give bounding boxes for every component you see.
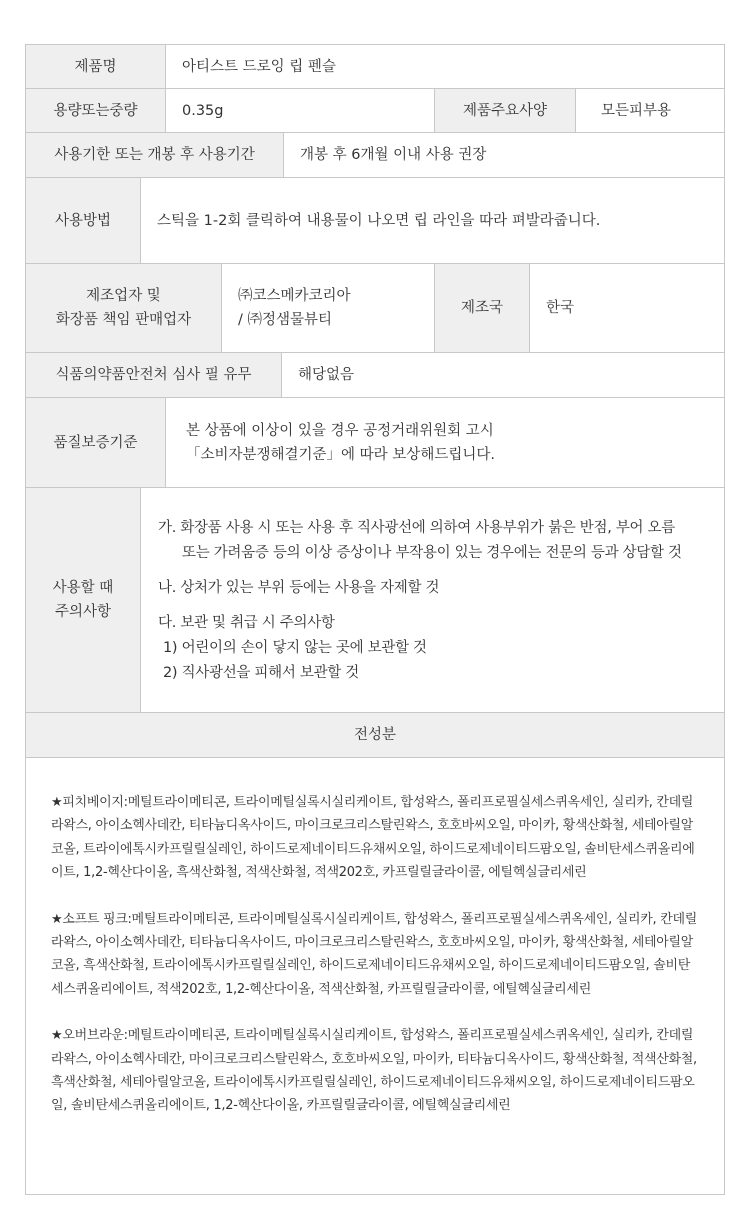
- ingredients-header: 전성분: [26, 713, 724, 757]
- row-usage: [26, 178, 724, 264]
- row-product-name: [26, 45, 724, 89]
- value-mfds: 해당없음: [298, 367, 355, 383]
- label-mfds: 식품의약품안전처 심사 필 유무: [26, 353, 282, 397]
- label-expiry: 사용기한 또는 개봉 후 사용기간: [26, 133, 284, 177]
- label-line: 화장품 책임 판매업자: [55, 312, 192, 328]
- label-quality: 품질보증기준: [26, 398, 166, 487]
- value-quality: [166, 398, 724, 487]
- label-country: 제조국: [435, 264, 530, 352]
- row-manufacturer: [26, 264, 724, 353]
- label-manufacturer: [26, 264, 222, 352]
- row-ingredients: [26, 758, 724, 1195]
- caution-item: 또는 가려움증 등의 이상 증상이나 부작용이 있는 경우에는 전문의 등과 상담할 것: [182, 545, 682, 561]
- label-product-name: 제품명: [26, 45, 166, 88]
- value-manufacturer: [222, 264, 435, 352]
- row-volume: [26, 89, 724, 133]
- row-ingredients-header: [26, 713, 724, 758]
- label-spec: 제품주요사양: [435, 89, 576, 132]
- row-quality: [26, 398, 724, 488]
- value-usage: 스틱을 1-2회 클릭하여 내용물이 나오면 립 라인을 따라 펴발라줍니다.: [157, 212, 601, 229]
- caution-item: 나. 상처가 있는 부위 등에는 사용을 자제할 것: [158, 580, 440, 596]
- row-caution: [26, 488, 724, 713]
- value-caution: [141, 488, 724, 712]
- row-mfds: [26, 353, 724, 398]
- value-line: / ㈜정샘물뷰티: [238, 312, 333, 328]
- value-product-name: 아티스트 드로잉 립 펜슬: [182, 58, 336, 75]
- ingredients-list: [26, 758, 724, 1194]
- value-volume: 0.35g: [166, 89, 435, 132]
- ingredient-item: ★소프트 핑크:메틸트라이메티콘, 트라이메틸실록시실리케이트, 합성왁스, 폴리프로필실세스퀴옥세인, 실리카, 칸데릴라왁스, 아이소헥사데칸, 티타늄디옥사이드, 마이크로크리스탈린왁스, 호호바씨오일, 마이카, 황색산화철, 세테아릴알코올, 흑색산화철, 트라이에톡시카프릴릴실레인, 하이드로제네이티드유채씨오일, 하이드로제네이티드팜오일, 솔비탄세스퀴올리에이트, 적색202호, 1,2-헥산다이올, 적색산화철, 카프릴릴글라이콜, 에틸헥실글리세린: [51, 911, 697, 997]
- product-info-table: [25, 44, 725, 1195]
- label-line: 주의사항: [54, 604, 112, 620]
- label-volume: 용량또는중량: [26, 89, 166, 132]
- label-caution: [26, 488, 141, 712]
- caution-item: 가. 화장품 사용 시 또는 사용 후 직사광선에 의하여 사용부위가 붉은 반점, 부어 오름: [158, 520, 675, 536]
- label-line: 사용할 때: [52, 580, 114, 596]
- ingredient-item: ★피치베이지:메틸트라이메티콘, 트라이메틸실록시실리케이트, 합성왁스, 폴리프로필실세스퀴옥세인, 실리카, 칸데릴라왁스, 아이소헥사데칸, 티타늄디옥사이드, 마이크로크리스탈린왁스, 호호바씨오일, 마이카, 황색산화철, 세테아릴알코올, 트라이에톡시카프릴릴실레인, 하이드로제네이티드유채씨오일, 하이드로제네이티드팜오일, 솔비탄세스퀴올리에이트, 1,2-헥산다이올, 흑색산화철, 적색산화철, 적색202호, 카프릴릴글라이콜, 에틸헥실글리세린: [51, 795, 695, 881]
- value-expiry: 개봉 후 6개월 이내 사용 권장: [300, 147, 487, 163]
- label-usage: 사용방법: [26, 178, 141, 263]
- caution-item: 2) 직사광선을 피해서 보관할 것: [163, 665, 360, 681]
- caution-item: 1) 어린이의 손이 닿지 않는 곳에 보관할 것: [163, 640, 427, 656]
- value-spec: 모든피부용: [601, 102, 672, 119]
- value-line: ㈜코스메카코리아: [238, 288, 351, 304]
- row-expiry: [26, 133, 724, 178]
- value-country: 한국: [546, 300, 575, 316]
- ingredient-item: ★오버브라운:메틸트라이메티콘, 트라이메틸실록시실리케이트, 합성왁스, 폴리프로필실세스퀴옥세인, 실리카, 칸데릴라왁스, 아이소헥사데칸, 마이크로크리스탈린왁스, 호호바씨오일, 마이카, 티타늄디옥사이드, 황색산화철, 적색산화철, 흑색산화철, 세테아릴알코올, 트라이에톡시카프릴릴실레인, 하이드로제네이티드유채씨오일, 하이드로제네이티드팜오일, 솔비탄세스퀴올리에이트, 1,2-헥산다이올, 카프릴릴글라이콜, 에틸헥실글리세린: [51, 1028, 697, 1114]
- value-line: 본 상품에 이상이 있을 경우 공정거래위원회 고시: [186, 422, 494, 439]
- label-line: 제조업자 및: [86, 288, 161, 304]
- value-line: 「소비자분쟁해결기준」에 따라 보상해드립니다.: [186, 446, 495, 463]
- caution-item: 다. 보관 및 취급 시 주의사항: [158, 615, 335, 631]
